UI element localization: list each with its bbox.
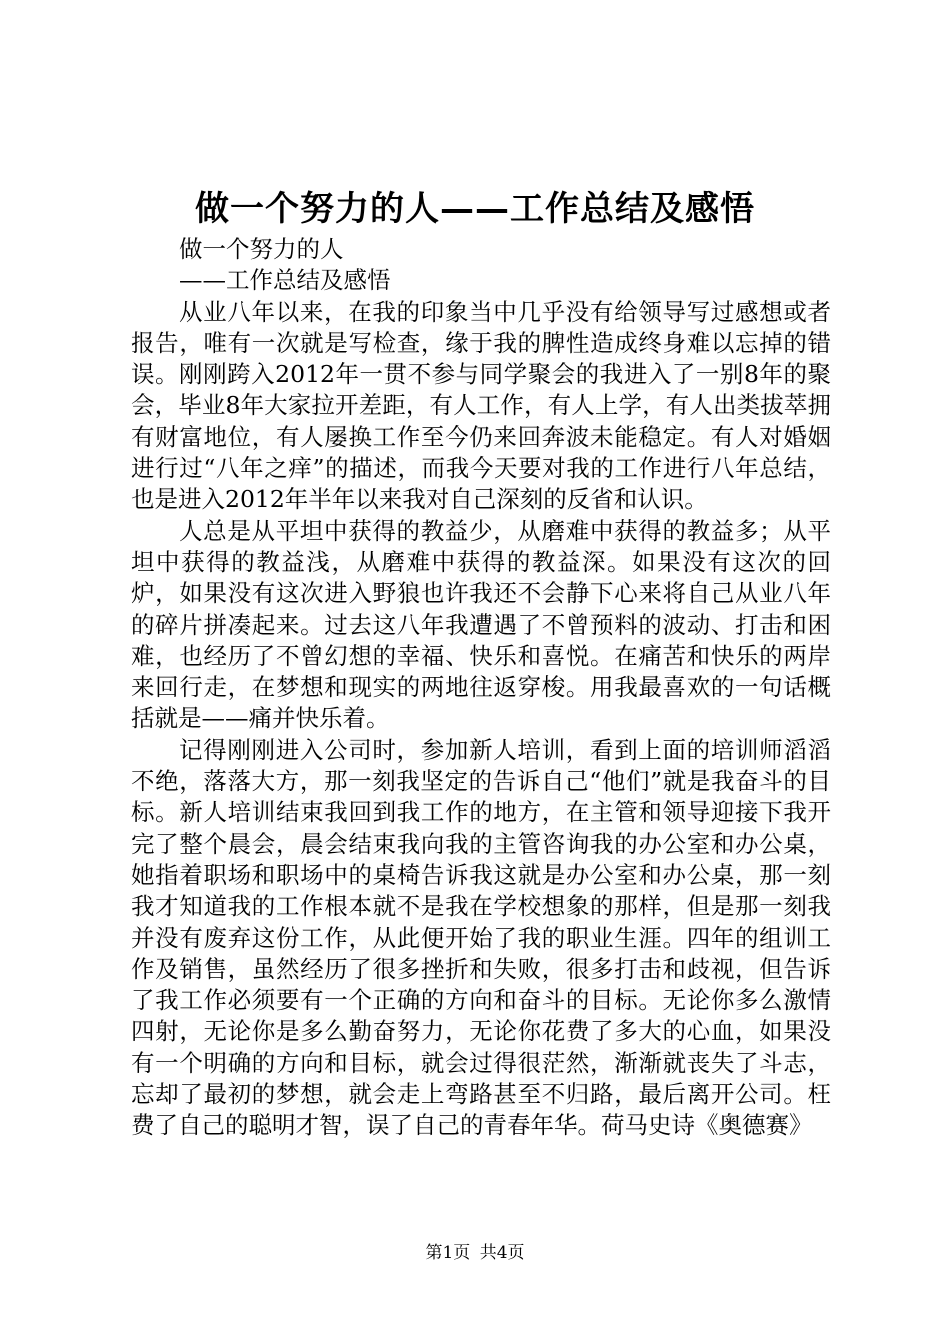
page-total: 共4页 bbox=[479, 1243, 525, 1263]
subtitle-line: 做一个努力的人 bbox=[179, 235, 344, 263]
body-paragraph: 记得刚刚进入公司时，参加新人培训，看到上面的培训师滔滔不绝，落落大方，那一刻我坚定的告诉自己“他们”就是我奋斗的目标。新人培训结束我回到我工作的地方，在主管和领导迎接下我开完了整个晨会，晨会结束我向我的主管咨询我的办公室和办公桌，她指着职场和职场中的桌椅告诉我这就是办公室和办公桌，那一刻我才知道我的工作根本就不是我在学校想象的那样，但是那一刻我并没有废弃这份工作，从此便开始了我的职业生涯。四年的组训工作及销售，虽然经历了很多挫折和失败，很多打击和歧视，但告诉了我工作必须要有一个正确的方向和奋斗的目标。无论你多么激情四射，无论你是多么勤奋努力，无论你花费了多大的心血，如果没有一个明确的方向和目标，就会过得很茫然，渐渐就丧失了斗志，忘却了最初的梦想，就会走上弯路甚至不归路，最后离开公司。枉费了自己的聪明才智，误了自己的青春年华。荷马史诗《奥德赛》 bbox=[131, 735, 831, 1140]
body-paragraph: 人总是从平坦中获得的教益少，从磨难中获得的教益多；从平坦中获得的教益浅，从磨难中获得的教益深。如果没有这次的回炉，如果没有这次进入野狼也许我还不会静下心来将自己从业八年的碎片拼凑起来。过去这八年我遭遇了不曾预料的波动、打击和困难，也经历了不曾幻想的幸福、快乐和喜悦。在痛苦和快乐的两岸来回行走，在梦想和现实的两地往返穿梭。用我最喜欢的一句话概括就是——痛并快乐着。 bbox=[131, 516, 831, 733]
page-footer bbox=[0, 1242, 950, 1264]
subtitle-line: ——工作总结及感悟 bbox=[179, 266, 391, 295]
body-paragraph: 从业八年以来，在我的印象当中几乎没有给领导写过感想或者报告，唯有一次就是写检查，缘于我的脾性造成终身难以忘掉的错误。刚刚跨入2012年一贯不参与同学聚会的我进入了一别8年的聚会，毕业8年大家拉开差距，有人工作，有人上学，有人出类拔萃拥有财富地位，有人屡换工作至今仍来回奔波未能稳定。有人对婚姻进行过“八年之痒”的描述，而我今天要对我的工作进行八年总结，也是进入2012年半年以来我对自己深刻的反省和认识。 bbox=[131, 297, 831, 514]
document-body bbox=[131, 234, 831, 1142]
page-number: 第1页 bbox=[425, 1243, 471, 1263]
document-title: 做一个努力的人——工作总结及感悟 bbox=[195, 189, 755, 229]
